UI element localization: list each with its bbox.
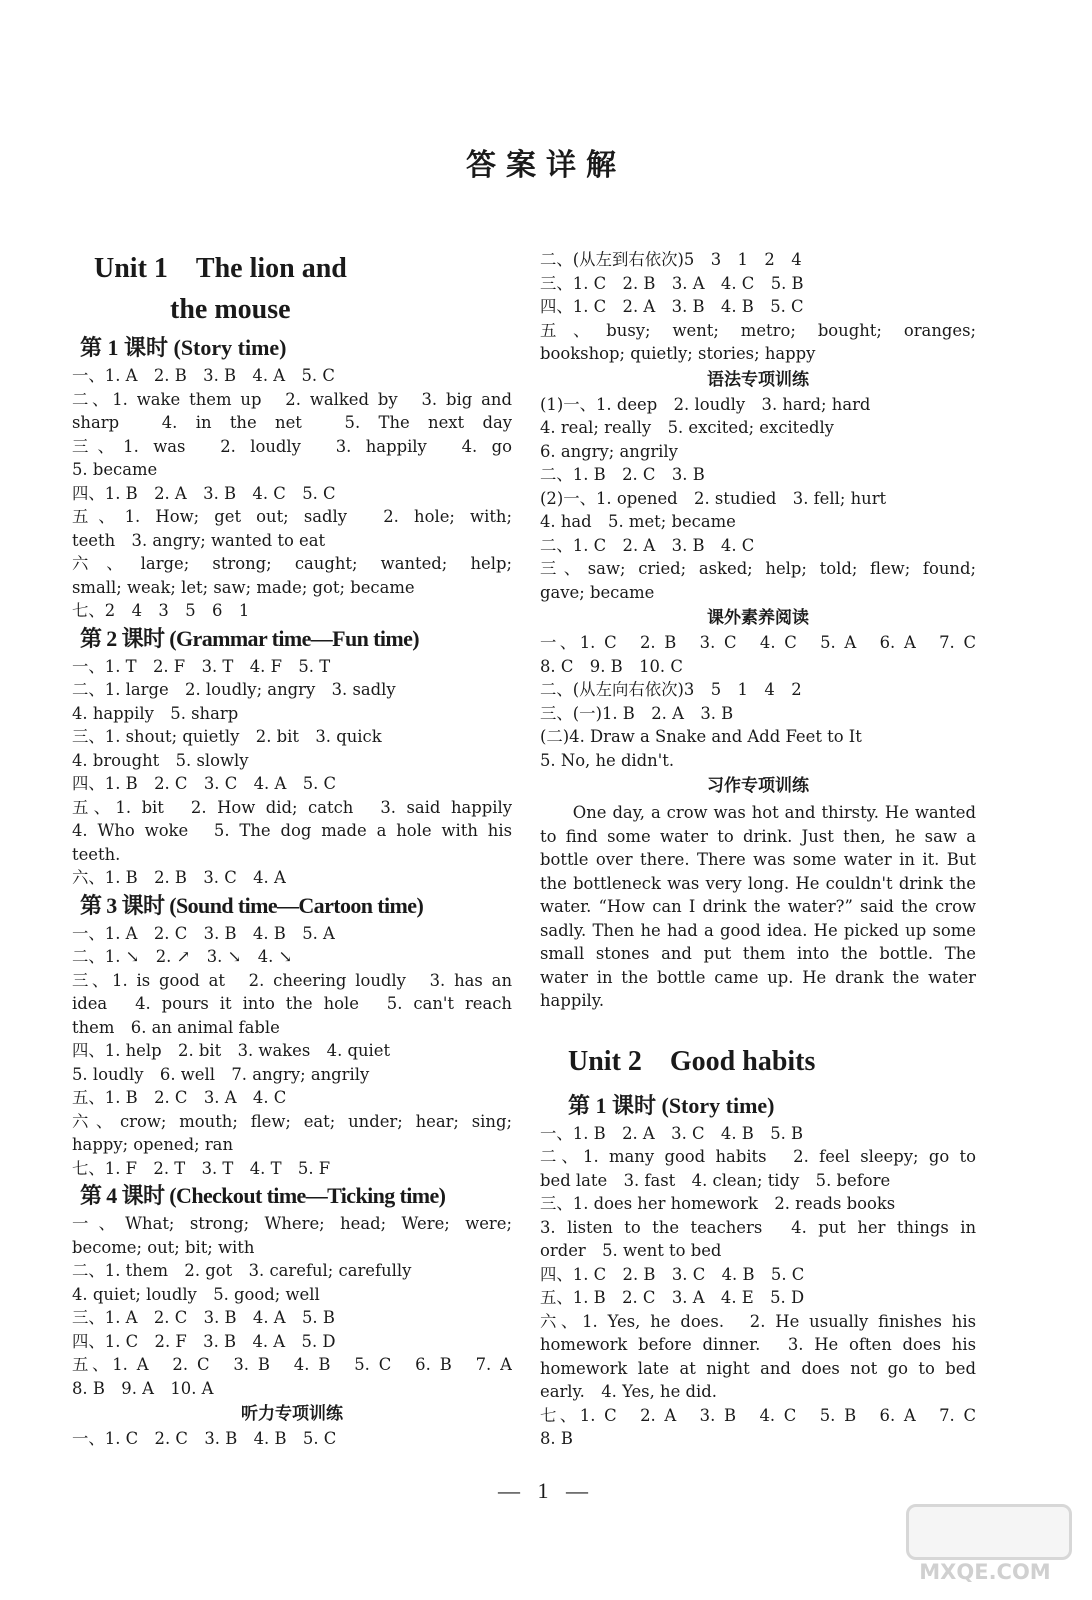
answer-line: idea 4. pours it into the hole 5. can't reach <box>72 994 512 1013</box>
answer-line: 四、1. C 2. B 3. C 4. B 5. C <box>540 1264 805 1284</box>
answer-line: 四、1. B 2. C 3. C 4. A 5. C <box>72 774 337 793</box>
answer-line: 4. had 5. met; became <box>540 512 736 531</box>
answer-line: 六、crow; mouth; flew; eat; under; hear; sing; <box>72 1111 512 1131</box>
answer-line: 8. B <box>540 1429 573 1448</box>
answer-line: teeth 3. angry; wanted to eat <box>72 530 326 550</box>
answer-line: bookshop; quietly; stories; happy <box>540 344 816 363</box>
lesson-1-answers <box>72 364 512 623</box>
answer-line: 三、1. C 2. B 3. A 4. C 5. B <box>540 273 804 293</box>
answer-line: (二)4. Draw a Snake and Add Feet to It <box>540 727 862 746</box>
answer-line: small; weak; let; saw; made; got; became <box>72 577 415 597</box>
answer-line: 一、1. C 2. C 3. B 4. B 5. C <box>72 1429 337 1448</box>
lesson-3-title: 第 3 课时 (Sound time—Cartoon time) <box>80 892 424 918</box>
answer-line: (2)一、1. opened 2. studied 3. fell; hurt <box>540 488 887 508</box>
answer-line: 五、busy; went; metro; bought; oranges; <box>540 320 976 340</box>
answer-line: 二、1. them 2. got 3. careful; carefully <box>72 1261 412 1280</box>
answer-line: become; out; bit; with <box>72 1237 255 1257</box>
answer-line: 四、1. help 2. bit 3. wakes 4. quiet <box>72 1041 391 1060</box>
answer-line: 二、(从左到右依次)5 3 1 2 4 <box>540 250 802 269</box>
answer-line: 四、1. B 2. A 3. B 4. C 5. C <box>72 483 336 503</box>
answer-line: happy; opened; ran <box>72 1135 234 1154</box>
answer-line: 6. angry; angrily <box>540 441 678 461</box>
answer-line: 二、1. ↘ 2. ↗ 3. ↘ 4. ↘ <box>72 947 293 966</box>
answer-line: 一、1. B 2. A 3. C 4. B 5. B <box>540 1123 804 1143</box>
answer-line: 六、1. B 2. B 3. C 4. A <box>72 868 286 887</box>
answer-line: 8. C 9. B 10. C <box>540 656 683 676</box>
unit-2-title: Unit 2 Good habits <box>568 1045 816 1077</box>
answer-line: 一、1. A 2. C 3. B 4. B 5. A <box>72 923 335 943</box>
answer-line: 4. real; really 5. excited; excitedly <box>540 418 834 437</box>
answer-line: 七、2 4 3 5 6 1 <box>72 601 250 620</box>
answer-line: 一、1. T 2. F 3. T 4. F 5. T <box>72 656 331 676</box>
answer-line: 三、saw; cried; asked; help; told; flew; found; <box>540 559 976 578</box>
unit-2-lesson-1-answers <box>540 1122 976 1451</box>
left-column <box>72 248 512 1451</box>
answer-line: 三、(一)1. B 2. A 3. B <box>540 703 734 723</box>
answer-line: 三、1. was 2. loudly 3. happily 4. go <box>72 436 512 456</box>
reading-answers <box>540 631 976 772</box>
answer-line: 五、1. A 2. C 3. B 4. B 5. C 6. B 7. A <box>72 1355 512 1374</box>
answer-line: 4. happily 5. sharp <box>72 703 239 723</box>
right-column <box>540 248 976 1451</box>
answer-line: 5. became <box>72 460 158 479</box>
answer-line: 5. No, he didn't. <box>540 750 675 770</box>
answer-line: early. 4. Yes, he did. <box>540 1382 717 1401</box>
answer-line: them 6. an animal fable <box>72 1017 280 1037</box>
answer-line: 4. brought 5. slowly <box>72 750 249 770</box>
answer-line: 3. listen to the teachers 4. put her things in <box>540 1217 976 1237</box>
listening-answers <box>72 1427 512 1451</box>
answer-line: 四、1. C 2. F 3. B 4. A 5. D <box>72 1331 336 1351</box>
answer-line: 六、large; strong; caught; wanted; help; <box>72 554 512 573</box>
answer-line: 五、1. How; get out; sadly 2. hole; with; <box>72 507 512 526</box>
answer-line: 一、1. C 2. B 3. C 4. C 5. A 6. A 7. C <box>540 633 976 652</box>
answer-line: 三、1. does her homework 2. reads books <box>540 1194 896 1213</box>
watermark-logo <box>900 1504 1070 1594</box>
answer-line: 七、1. F 2. T 3. T 4. T 5. F <box>72 1158 331 1178</box>
unit-1-title-line-2: the mouse <box>170 294 291 325</box>
writing-sample-paragraph: One day, a crow was hot and thirsty. He wanted to find some water to drink. Just then, he saw a bottle over there. There was some water in it. But the bottleneck was very long. He couldn't drink the water. “How can I drink the water?” said the crow sadly. Then he had a good idea. He picked up some small stones and put them into the bottle. The water in the bottle came up. He drank the water happily. <box>540 803 976 1010</box>
listening-section-title: 听力专项训练 <box>241 1404 343 1424</box>
answer-line: 三、1. shout; quietly 2. bit 3. quick <box>72 727 382 746</box>
answer-line: 一、What; strong; Where; head; Were; were; <box>72 1214 512 1233</box>
answer-line: order 5. went to bed <box>540 1241 722 1260</box>
answer-line: bed late 3. fast 4. clean; tidy 5. before <box>540 1170 891 1190</box>
answer-line: 七、1. C 2. A 3. B 4. C 5. B 6. A 7. C <box>540 1405 976 1425</box>
reading-section-title: 课外素养阅读 <box>707 608 809 628</box>
lesson-3-answers <box>72 922 512 1181</box>
unit-1-title-line-1: Unit 1 The lion and <box>94 253 347 284</box>
answer-line: 二、1. B 2. C 3. B <box>540 465 705 484</box>
answer-line: teeth. <box>72 844 121 864</box>
answer-line: 4. quiet; loudly 5. good; well <box>72 1284 320 1304</box>
answer-line: sharp 4. in the net 5. The next day <box>72 413 512 432</box>
answer-line: gave; became <box>540 582 655 602</box>
lesson-2-answers <box>72 655 512 890</box>
answer-line: 4. Who woke 5. The dog made a hole with his <box>72 821 512 840</box>
grammar-answers <box>540 393 976 605</box>
answer-line: 一、1. A 2. B 3. B 4. A 5. C <box>72 366 335 385</box>
answer-line: 三、1. is good at 2. cheering loudly 3. has an <box>72 970 512 990</box>
answer-line: 二、1. large 2. loudly; angry 3. sadly <box>72 680 396 699</box>
grammar-section-title: 语法专项训练 <box>707 369 809 390</box>
listening-answers-continued <box>540 248 976 366</box>
answer-line: 5. loudly 6. well 7. angry; angrily <box>72 1064 370 1084</box>
lesson-4-title: 第 4 课时 (Checkout time—Ticking time) <box>80 1183 446 1208</box>
page-title: 答案详解 <box>466 148 626 183</box>
answer-line: 五、1. B 2. C 3. A 4. C <box>72 1088 287 1107</box>
answer-line: 二、1. C 2. A 3. B 4. C <box>540 535 755 555</box>
lesson-1-title: 第 1 课时 (Story time) <box>80 335 287 360</box>
answer-line: homework before dinner. 3. He often does his <box>540 1335 976 1354</box>
answer-line: 二、(从左向右依次)3 5 1 4 2 <box>540 680 802 699</box>
answer-line: 四、1. C 2. A 3. B 4. B 5. C <box>540 297 804 316</box>
watermark-text: MXQE.COM <box>919 1560 1051 1584</box>
writing-section-title: 习作专项训练 <box>707 776 809 796</box>
answer-line: 二、1. many good habits 2. feel sleepy; go to <box>540 1147 976 1166</box>
answer-line: 8. B 9. A 10. A <box>72 1378 214 1398</box>
lesson-2-title: 第 2 课时 (Grammar time—Fun time) <box>80 625 420 651</box>
answer-line: 五、1. B 2. C 3. A 4. E 5. D <box>540 1288 805 1307</box>
answer-line: (1)一、1. deep 2. loudly 3. hard; hard <box>540 394 871 414</box>
answer-line: 五、1. bit 2. How did; catch 3. said happily <box>72 797 512 817</box>
answer-line: 三、1. A 2. C 3. B 4. A 5. B <box>72 1308 335 1327</box>
page-number: — 1 — <box>498 1478 594 1503</box>
answer-line: 二、1. wake them up 2. walked by 3. big and <box>72 389 512 409</box>
answer-line: 六、1. Yes, he does. 2. He usually finishes his <box>540 1311 976 1331</box>
answer-line: homework late at night and does not go to bed <box>540 1358 976 1378</box>
unit-2-lesson-1-title: 第 1 课时 (Story time) <box>568 1092 775 1118</box>
watermark-icon <box>906 1504 1072 1560</box>
lesson-4-answers <box>72 1212 512 1400</box>
